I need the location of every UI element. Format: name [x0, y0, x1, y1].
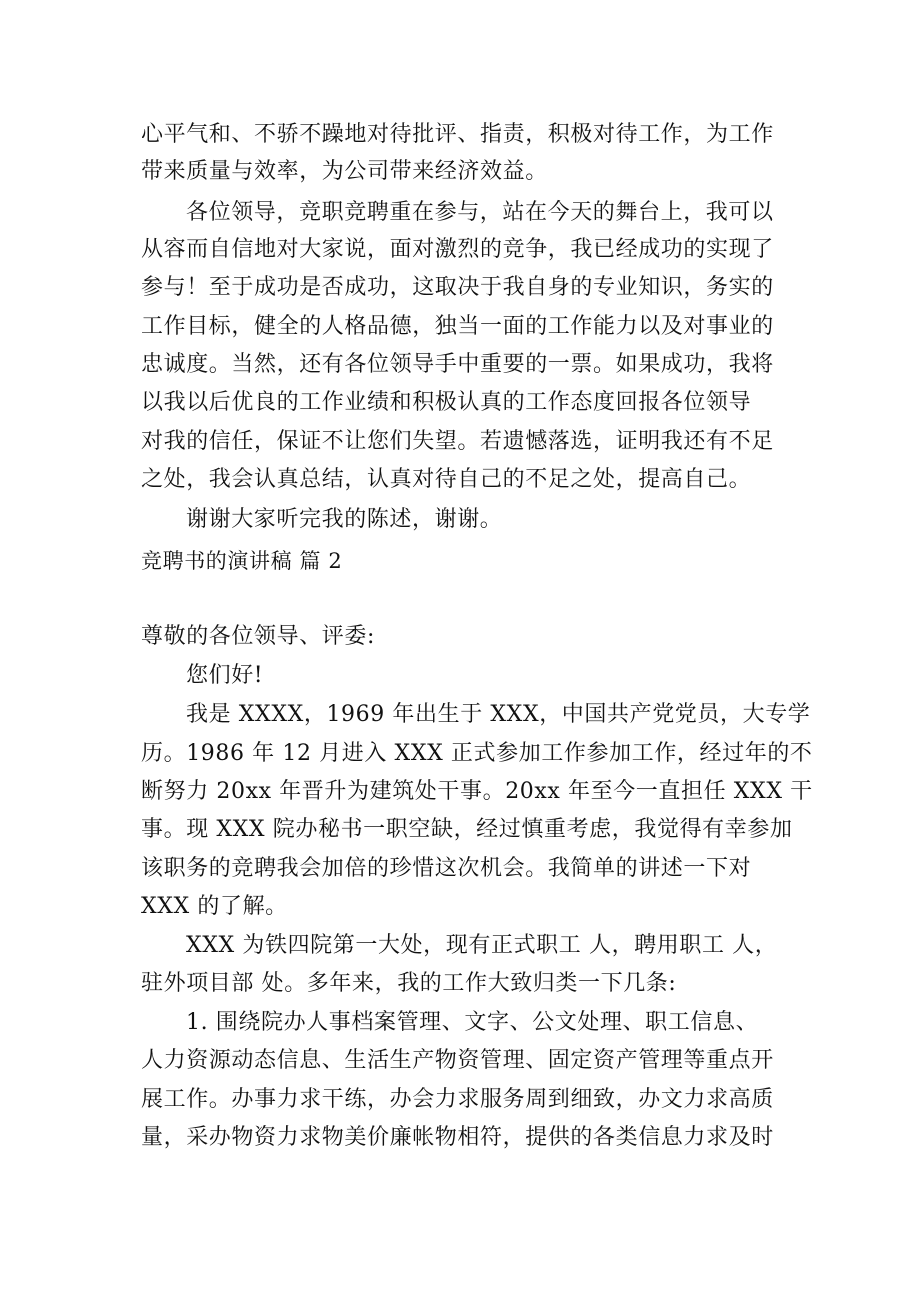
paragraph-line: 带来质量与效率，为公司带来经济效益。: [141, 159, 548, 184]
greeting-line: 您们好!: [186, 663, 264, 688]
paragraph-line: 谢谢大家听完我的陈述，谢谢。: [186, 507, 503, 532]
paragraph-line: 各位领导，竞职竞聘重在参与，站在今天的舞台上，我可以: [186, 200, 774, 225]
salutation-line: 尊敬的各位领导、评委:: [141, 624, 376, 649]
paragraph-line: 驻外项目部 处。多年来，我的工作大致归类一下几条:: [141, 971, 677, 996]
paragraph-line: 人力资源动态信息、生活生产物资管理、固定资产管理等重点开: [141, 1048, 774, 1073]
paragraph-line: 从容而自信地对大家说，面对激烈的竞争，我已经成功的实现了: [141, 237, 774, 262]
paragraph-line: 量，采办物资力求物美价廉帐物相符，提供的各类信息力求及时: [141, 1125, 774, 1150]
paragraph-line: 该职务的竞聘我会加倍的珍惜这次机会。我简单的讲述一下对: [141, 856, 752, 881]
paragraph-line: 以我以后优良的工作业绩和积极认真的工作态度回报各位领导: [141, 390, 752, 415]
section-heading: 竞聘书的演讲稿 篇 2: [141, 549, 343, 573]
paragraph-line: 展工作。办事力求干练，办会力求服务周到细致，办文力求高质: [141, 1087, 774, 1112]
paragraph-line: XXX 的了解。: [141, 894, 288, 919]
paragraph-line: 对我的信任，保证不让您们失望。若遗憾落选，证明我还有不足: [141, 429, 774, 454]
paragraph-line: 心平气和、不骄不躁地对待批评、指责，积极对待工作，为工作: [141, 122, 774, 147]
paragraph-line: XXX 为铁四院第一大处，现有正式职工 人，聘用职工 人，: [186, 933, 778, 958]
list-item-line: 1. 围绕院办人事档案管理、文字、公文处理、职工信息、: [186, 1010, 759, 1035]
paragraph-line: 工作目标，健全的人格品德，独当一面的工作能力以及对事业的: [141, 314, 774, 339]
paragraph-line: 事。现 XXX 院办秘书一职空缺，经过慎重考虑，我觉得有幸参加: [141, 817, 793, 842]
paragraph-line: 断努力 20xx 年晋升为建筑处干事。20xx 年至今一直担任 XXX 干: [141, 779, 813, 804]
paragraph-line: 忠诚度。当然，还有各位领导手中重要的一票。如果成功，我将: [141, 352, 774, 377]
paragraph-line: 之处，我会认真总结，认真对待自己的不足之处，提高自己。: [141, 467, 752, 492]
paragraph-line: 历。1986 年 12 月进入 XXX 正式参加工作参加工作，经过年的不: [141, 741, 813, 766]
paragraph-line: 参与！至于成功是否成功，这取决于我自身的专业知识，务实的: [141, 275, 774, 300]
paragraph-line: 我是 XXXX，1969 年出生于 XXX，中国共产党党员，大专学: [186, 702, 811, 727]
